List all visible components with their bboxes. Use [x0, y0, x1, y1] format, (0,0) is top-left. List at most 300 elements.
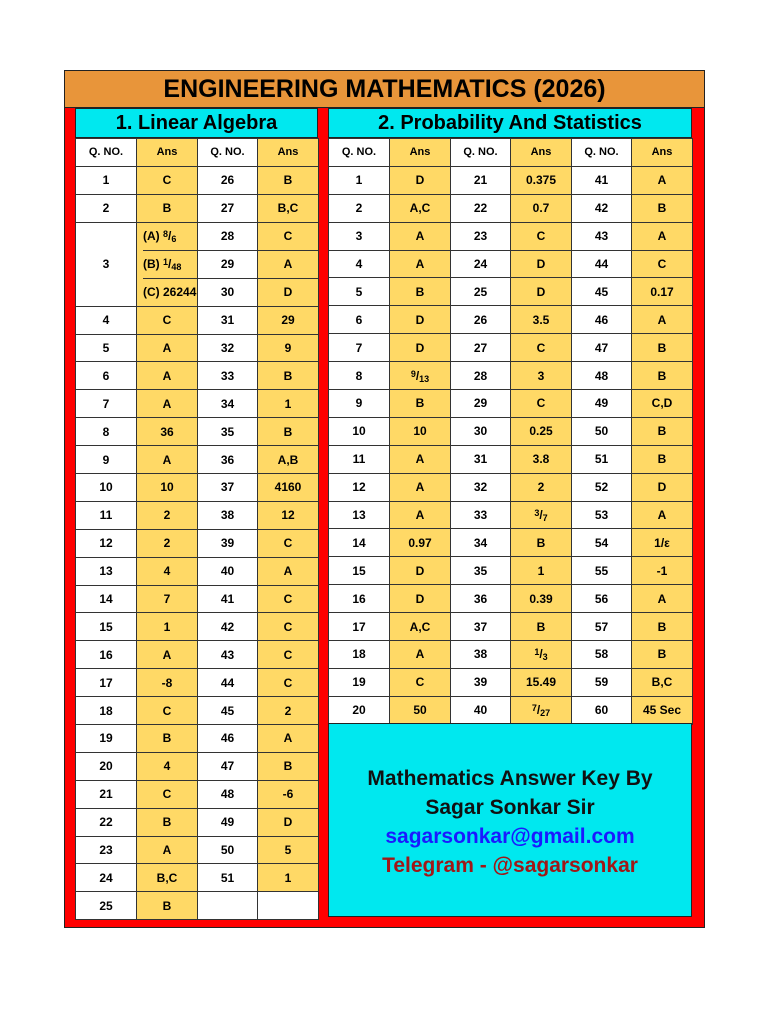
answer-value: 2 — [137, 501, 198, 529]
answer-value: B — [632, 194, 693, 222]
answer-value: B — [137, 808, 198, 836]
table-row — [329, 557, 693, 585]
answer-value: D — [390, 557, 451, 585]
question-number: 27 — [198, 194, 258, 222]
answer-value: C,D — [632, 390, 693, 418]
answer-value: 0.25 — [511, 417, 572, 445]
question-number: 20 — [76, 752, 137, 780]
question-number: 37 — [198, 474, 258, 502]
answer-value: -8 — [137, 669, 198, 697]
answer-value: C — [511, 334, 572, 362]
question-number: 4 — [76, 306, 137, 334]
question-number: 52 — [572, 473, 632, 501]
answer-value: A — [390, 445, 451, 473]
question-number: 30 — [451, 417, 511, 445]
linear-algebra-table — [75, 138, 319, 920]
table-row — [76, 697, 319, 725]
question-number: 49 — [198, 808, 258, 836]
answer-value: B — [632, 445, 693, 473]
question-number: 15 — [329, 557, 390, 585]
question-number: 44 — [572, 250, 632, 278]
answer-value: A — [258, 250, 319, 278]
question-number: 50 — [198, 836, 258, 864]
answer-value: 0.17 — [632, 278, 693, 306]
answer-value: A — [258, 557, 319, 585]
question-number: 19 — [329, 668, 390, 696]
answer-value: 7 — [137, 585, 198, 613]
info-line-author: Sagar Sonkar Sir — [425, 796, 595, 819]
answer-value: D — [258, 808, 319, 836]
answer-value: A,C — [390, 613, 451, 641]
question-number: 47 — [572, 334, 632, 362]
answer-value: 4160 — [258, 474, 319, 502]
header-ans: Ans — [390, 139, 451, 167]
answer-value: 10 — [137, 474, 198, 502]
question-number: 51 — [198, 864, 258, 892]
answer-value: D — [632, 473, 693, 501]
question-number: 24 — [76, 864, 137, 892]
header-ans: Ans — [632, 139, 693, 167]
answer-value: C — [258, 585, 319, 613]
question-number: 33 — [198, 362, 258, 390]
answer-value: D — [390, 306, 451, 334]
answer-value: A — [137, 334, 198, 362]
question-number: 36 — [198, 446, 258, 474]
answer-value: 12 — [258, 501, 319, 529]
answer-value: B — [511, 529, 572, 557]
question-number: 1 — [76, 166, 137, 194]
table-row — [76, 362, 319, 390]
answer-value: 0.39 — [511, 585, 572, 613]
info-line-title: Mathematics Answer Key By — [367, 767, 653, 790]
answer-value: C — [632, 250, 693, 278]
question-number: 14 — [76, 585, 137, 613]
answer-multipart — [137, 222, 198, 306]
question-number: 32 — [451, 473, 511, 501]
answer-value — [511, 501, 572, 529]
table-header-row — [76, 139, 319, 167]
question-number: 3 — [76, 222, 137, 306]
answer-value: 36 — [137, 418, 198, 446]
answer-value: C — [258, 613, 319, 641]
question-number: 59 — [572, 668, 632, 696]
fraction-denominator: 13 — [419, 373, 430, 384]
answer-key-sheet — [64, 70, 705, 928]
header-qno: Q. NO. — [76, 139, 137, 167]
question-number: 51 — [572, 445, 632, 473]
question-number: 38 — [198, 501, 258, 529]
question-number: 19 — [76, 725, 137, 753]
answer-value: 1 — [258, 390, 319, 418]
question-number: 18 — [76, 697, 137, 725]
answer-value: D — [511, 278, 572, 306]
table-row — [329, 166, 693, 194]
table-row — [76, 864, 319, 892]
table-row — [329, 250, 693, 278]
answer-value: 29 — [258, 306, 319, 334]
answer-value: B — [137, 892, 198, 920]
question-number: 5 — [76, 334, 137, 362]
question-number: 39 — [451, 668, 511, 696]
question-number: 49 — [572, 390, 632, 418]
question-number: 11 — [329, 445, 390, 473]
fraction — [532, 703, 550, 717]
table-row — [329, 390, 693, 418]
answer-value: 3 — [511, 362, 572, 390]
answer-value: B — [258, 752, 319, 780]
answer-value: A — [258, 725, 319, 753]
answer-value: B — [632, 613, 693, 641]
header-qno: Q. NO. — [572, 139, 632, 167]
question-number: 35 — [198, 418, 258, 446]
answer-value: -6 — [258, 780, 319, 808]
answer-part-a: (A) $^8/_6$ — [143, 223, 197, 251]
author-telegram: Telegram - @sagarsonkar — [382, 854, 638, 877]
answer-value: A — [137, 362, 198, 390]
question-number: 21 — [451, 166, 511, 194]
question-number: 24 — [451, 250, 511, 278]
question-number: 16 — [329, 585, 390, 613]
question-number: 18 — [329, 641, 390, 669]
answer-value: B — [258, 418, 319, 446]
question-number: 44 — [198, 669, 258, 697]
table-row — [76, 585, 319, 613]
answer-value: 10 — [390, 417, 451, 445]
table-row — [76, 669, 319, 697]
question-number: 48 — [198, 780, 258, 808]
table-row — [329, 334, 693, 362]
question-number: 42 — [198, 613, 258, 641]
table-row — [329, 473, 693, 501]
answer-value: A — [137, 836, 198, 864]
answer-value: C — [258, 669, 319, 697]
question-number: 10 — [76, 474, 137, 502]
table-row — [76, 501, 319, 529]
fraction-numerator: 7 — [531, 703, 537, 714]
question-number: 58 — [572, 641, 632, 669]
fraction-slash: / — [539, 647, 543, 662]
answer-value: B — [511, 613, 572, 641]
answer-value: D — [390, 585, 451, 613]
question-number: 36 — [451, 585, 511, 613]
answer-value: B — [137, 194, 198, 222]
question-number: 27 — [451, 334, 511, 362]
answer-value: 1 — [137, 613, 198, 641]
answer-value: C — [137, 306, 198, 334]
answer-value: 2 — [137, 529, 198, 557]
header-ans: Ans — [137, 139, 198, 167]
question-number: 9 — [76, 446, 137, 474]
answer-value: 2 — [511, 473, 572, 501]
question-number: 4 — [329, 250, 390, 278]
answer-value: A — [390, 641, 451, 669]
answer-value: 0.7 — [511, 194, 572, 222]
answer-value: 15.49 — [511, 668, 572, 696]
question-number: 7 — [329, 334, 390, 362]
answer-value: 1 — [258, 864, 319, 892]
table-row — [329, 222, 693, 250]
question-number: 23 — [451, 222, 511, 250]
question-number: 12 — [329, 473, 390, 501]
answer-value: C — [137, 780, 198, 808]
answer-value: D — [511, 250, 572, 278]
table-row — [329, 445, 693, 473]
question-number: 25 — [451, 278, 511, 306]
question-number: 28 — [451, 362, 511, 390]
answer-value: A — [390, 501, 451, 529]
answer-value: -1 — [632, 557, 693, 585]
question-number: 12 — [76, 529, 137, 557]
question-number: 45 — [198, 697, 258, 725]
answer-value: B — [390, 390, 451, 418]
answer-value: A — [390, 473, 451, 501]
table-row — [76, 808, 319, 836]
question-number: 50 — [572, 417, 632, 445]
question-number: 34 — [451, 529, 511, 557]
question-number: 43 — [198, 641, 258, 669]
table-row — [76, 836, 319, 864]
question-number: 13 — [329, 501, 390, 529]
section-probability-title: 2. Probability And Statistics — [328, 108, 692, 138]
fraction-denominator: 27 — [540, 708, 551, 719]
empty-cell — [258, 892, 319, 920]
fraction — [534, 508, 547, 522]
table-row — [76, 166, 319, 194]
question-number: 9 — [329, 390, 390, 418]
question-number: 25 — [76, 892, 137, 920]
question-number: 55 — [572, 557, 632, 585]
answer-value: B — [632, 417, 693, 445]
answer-value: A — [137, 446, 198, 474]
answer-value: 1/ε — [632, 529, 693, 557]
answer-value: 3.8 — [511, 445, 572, 473]
table-row — [329, 668, 693, 696]
header-qno: Q. NO. — [198, 139, 258, 167]
header-ans: Ans — [511, 139, 572, 167]
question-number: 32 — [198, 334, 258, 362]
question-number: 29 — [451, 390, 511, 418]
answer-value: 4 — [137, 752, 198, 780]
answer-value: B,C — [258, 194, 319, 222]
table-row — [329, 417, 693, 445]
table-row — [76, 529, 319, 557]
answer-value: A,C — [390, 194, 451, 222]
question-number: 42 — [572, 194, 632, 222]
question-number: 34 — [198, 390, 258, 418]
question-number: 21 — [76, 780, 137, 808]
question-number: 16 — [76, 641, 137, 669]
empty-cell — [198, 892, 258, 920]
question-number: 35 — [451, 557, 511, 585]
question-number: 30 — [198, 278, 258, 306]
answer-value: 4 — [137, 557, 198, 585]
question-number: 29 — [198, 250, 258, 278]
answer-value: A,B — [258, 446, 319, 474]
answer-value — [390, 362, 451, 390]
table-row — [76, 557, 319, 585]
question-number: 8 — [329, 362, 390, 390]
answer-value: B — [632, 334, 693, 362]
table-row — [329, 362, 693, 390]
question-number: 53 — [572, 501, 632, 529]
fraction-numerator: 1 — [534, 647, 540, 658]
table-row — [329, 696, 693, 724]
fraction-denominator: 3 — [542, 652, 548, 663]
answer-value: C — [390, 668, 451, 696]
answer-value: B — [258, 362, 319, 390]
answer-value: A — [632, 222, 693, 250]
table-row — [76, 306, 319, 334]
question-number: 46 — [198, 725, 258, 753]
question-number: 40 — [198, 557, 258, 585]
table-row — [76, 222, 319, 250]
fraction — [411, 369, 429, 383]
table-row — [329, 529, 693, 557]
table-row — [76, 418, 319, 446]
answer-value: A — [390, 250, 451, 278]
table-row — [329, 613, 693, 641]
answer-value: C — [258, 529, 319, 557]
question-number: 26 — [451, 306, 511, 334]
answer-value: 50 — [390, 696, 451, 724]
header-qno: Q. NO. — [329, 139, 390, 167]
answer-value: C — [258, 641, 319, 669]
table-row — [76, 446, 319, 474]
author-info-box — [328, 723, 692, 917]
question-number: 40 — [451, 696, 511, 724]
answer-value: 5 — [258, 836, 319, 864]
question-number: 14 — [329, 529, 390, 557]
question-number: 33 — [451, 501, 511, 529]
answer-value: A — [137, 641, 198, 669]
question-number: 13 — [76, 557, 137, 585]
question-number: 54 — [572, 529, 632, 557]
question-number: 41 — [572, 166, 632, 194]
answer-value: D — [390, 334, 451, 362]
fraction — [534, 647, 547, 661]
answer-value: A — [390, 222, 451, 250]
question-number: 56 — [572, 585, 632, 613]
header-qno: Q. NO. — [451, 139, 511, 167]
question-number: 38 — [451, 641, 511, 669]
question-number: 20 — [329, 696, 390, 724]
question-number: 31 — [451, 445, 511, 473]
question-number: 26 — [198, 166, 258, 194]
question-number: 3 — [329, 222, 390, 250]
question-number: 2 — [329, 194, 390, 222]
answer-value: A — [632, 501, 693, 529]
answer-value: 9 — [258, 334, 319, 362]
answer-value: 3.5 — [511, 306, 572, 334]
question-number: 22 — [451, 194, 511, 222]
table-row — [76, 390, 319, 418]
question-number: 22 — [76, 808, 137, 836]
question-number: 10 — [329, 417, 390, 445]
question-number: 41 — [198, 585, 258, 613]
table-row — [76, 194, 319, 222]
fraction-slash: / — [536, 703, 541, 718]
question-number: 39 — [198, 529, 258, 557]
answer-part-c: (C) 26244 — [143, 284, 197, 299]
table-row — [76, 641, 319, 669]
question-number: 28 — [198, 222, 258, 250]
question-number: 60 — [572, 696, 632, 724]
table-row — [329, 278, 693, 306]
answer-value: B — [632, 362, 693, 390]
question-number: 23 — [76, 836, 137, 864]
answer-value: B — [390, 278, 451, 306]
fraction-numerator: 3 — [534, 508, 540, 519]
answer-value: B,C — [137, 864, 198, 892]
fraction-slash: / — [415, 368, 420, 383]
question-number: 6 — [329, 306, 390, 334]
answer-value: A — [137, 390, 198, 418]
answer-value: A — [632, 306, 693, 334]
question-number: 11 — [76, 501, 137, 529]
question-number: 57 — [572, 613, 632, 641]
question-number: 1 — [329, 166, 390, 194]
question-number: 5 — [329, 278, 390, 306]
fraction-numerator: 9 — [410, 368, 416, 379]
question-number: 2 — [76, 194, 137, 222]
table-row — [76, 780, 319, 808]
fraction-slash: / — [539, 508, 543, 523]
answer-value: B,C — [632, 668, 693, 696]
question-number: 31 — [198, 306, 258, 334]
answer-value: C — [511, 390, 572, 418]
table-row — [76, 613, 319, 641]
answer-value: C — [511, 222, 572, 250]
table-row — [329, 306, 693, 334]
table-row — [329, 585, 693, 613]
table-row — [76, 474, 319, 502]
answer-value: 1 — [511, 557, 572, 585]
question-number: 17 — [329, 613, 390, 641]
table-row — [76, 725, 319, 753]
question-number: 45 — [572, 278, 632, 306]
page-title: ENGINEERING MATHEMATICS (2026) — [65, 71, 704, 108]
question-number: 48 — [572, 362, 632, 390]
answer-value: 2 — [258, 697, 319, 725]
author-email: sagarsonkar@gmail.com — [385, 825, 635, 848]
answer-value: B — [258, 166, 319, 194]
answer-value — [511, 641, 572, 669]
answer-part-b: (B) $^1/_{48}$ — [143, 251, 197, 279]
fraction-denominator: 7 — [542, 513, 548, 524]
answer-value: A — [632, 585, 693, 613]
question-number: 43 — [572, 222, 632, 250]
table-row — [329, 641, 693, 669]
question-number: 6 — [76, 362, 137, 390]
answer-value: D — [258, 278, 319, 306]
question-number: 15 — [76, 613, 137, 641]
answer-value: B — [137, 725, 198, 753]
question-number: 37 — [451, 613, 511, 641]
answer-value: C — [137, 697, 198, 725]
question-number: 17 — [76, 669, 137, 697]
answer-value: 0.97 — [390, 529, 451, 557]
probability-table — [328, 138, 693, 725]
answer-value: C — [137, 166, 198, 194]
question-number: 8 — [76, 418, 137, 446]
answer-value: A — [632, 166, 693, 194]
table-row — [76, 752, 319, 780]
answer-value: 0.375 — [511, 166, 572, 194]
question-number: 7 — [76, 390, 137, 418]
question-number: 47 — [198, 752, 258, 780]
answer-value: D — [390, 166, 451, 194]
table-header-row — [329, 139, 693, 167]
